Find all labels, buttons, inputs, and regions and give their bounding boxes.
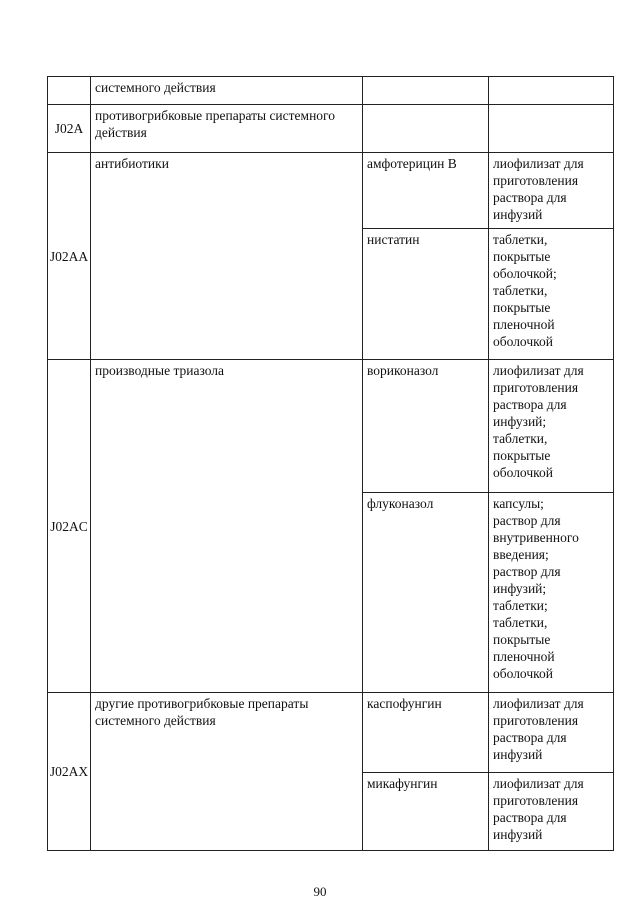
table-row: [48, 360, 614, 493]
group-name-cell: другие противогрибковые препараты системного действия: [91, 693, 363, 851]
table-row: [48, 153, 614, 229]
group-name-cell: противогрибковые препараты системного действия: [91, 105, 363, 153]
atc-code-cell: [48, 77, 91, 105]
drug-name-cell: нистатин: [363, 229, 489, 360]
table-row: [48, 105, 614, 153]
dosage-form-cell: капсулы; раствор для внутривенного введения; раствор для инфузий; таблетки; таблетки, покрытые пленочной оболочкой: [489, 493, 614, 693]
page-number: 90: [313, 884, 327, 899]
drug-name-cell: каспофунгин: [363, 693, 489, 773]
dosage-form-cell: лиофилизат для приготовления раствора для инфузий; таблетки, покрытые оболочкой: [489, 360, 614, 493]
atc-code-cell: J02AA: [48, 153, 91, 360]
atc-code-cell: J02AX: [48, 693, 91, 851]
drug-name-cell: флуконазол: [363, 493, 489, 693]
group-name-cell: системного действия: [91, 77, 363, 105]
dosage-form-cell: лиофилизат для приготовления раствора для инфузий: [489, 773, 614, 851]
group-name-cell: производные триазола: [91, 360, 363, 693]
drug-name-cell: [363, 105, 489, 153]
dosage-form-cell: таблетки, покрытые оболочкой; таблетки, покрытые пленочной оболочкой: [489, 229, 614, 360]
dosage-form-cell: [489, 105, 614, 153]
drug-name-cell: микафунгин: [363, 773, 489, 851]
table-row: [48, 693, 614, 773]
atc-code-cell: J02A: [48, 105, 91, 153]
dosage-form-cell: [489, 77, 614, 105]
atc-code-cell: J02AC: [48, 360, 91, 693]
drug-table: [47, 76, 614, 851]
group-name-cell: антибиотики: [91, 153, 363, 360]
drug-name-cell: амфотерицин B: [363, 153, 489, 229]
table-row: [48, 77, 614, 105]
dosage-form-cell: лиофилизат для приготовления раствора для инфузий: [489, 153, 614, 229]
drug-name-cell: вориконазол: [363, 360, 489, 493]
dosage-form-cell: лиофилизат для приготовления раствора для инфузий: [489, 693, 614, 773]
drug-name-cell: [363, 77, 489, 105]
